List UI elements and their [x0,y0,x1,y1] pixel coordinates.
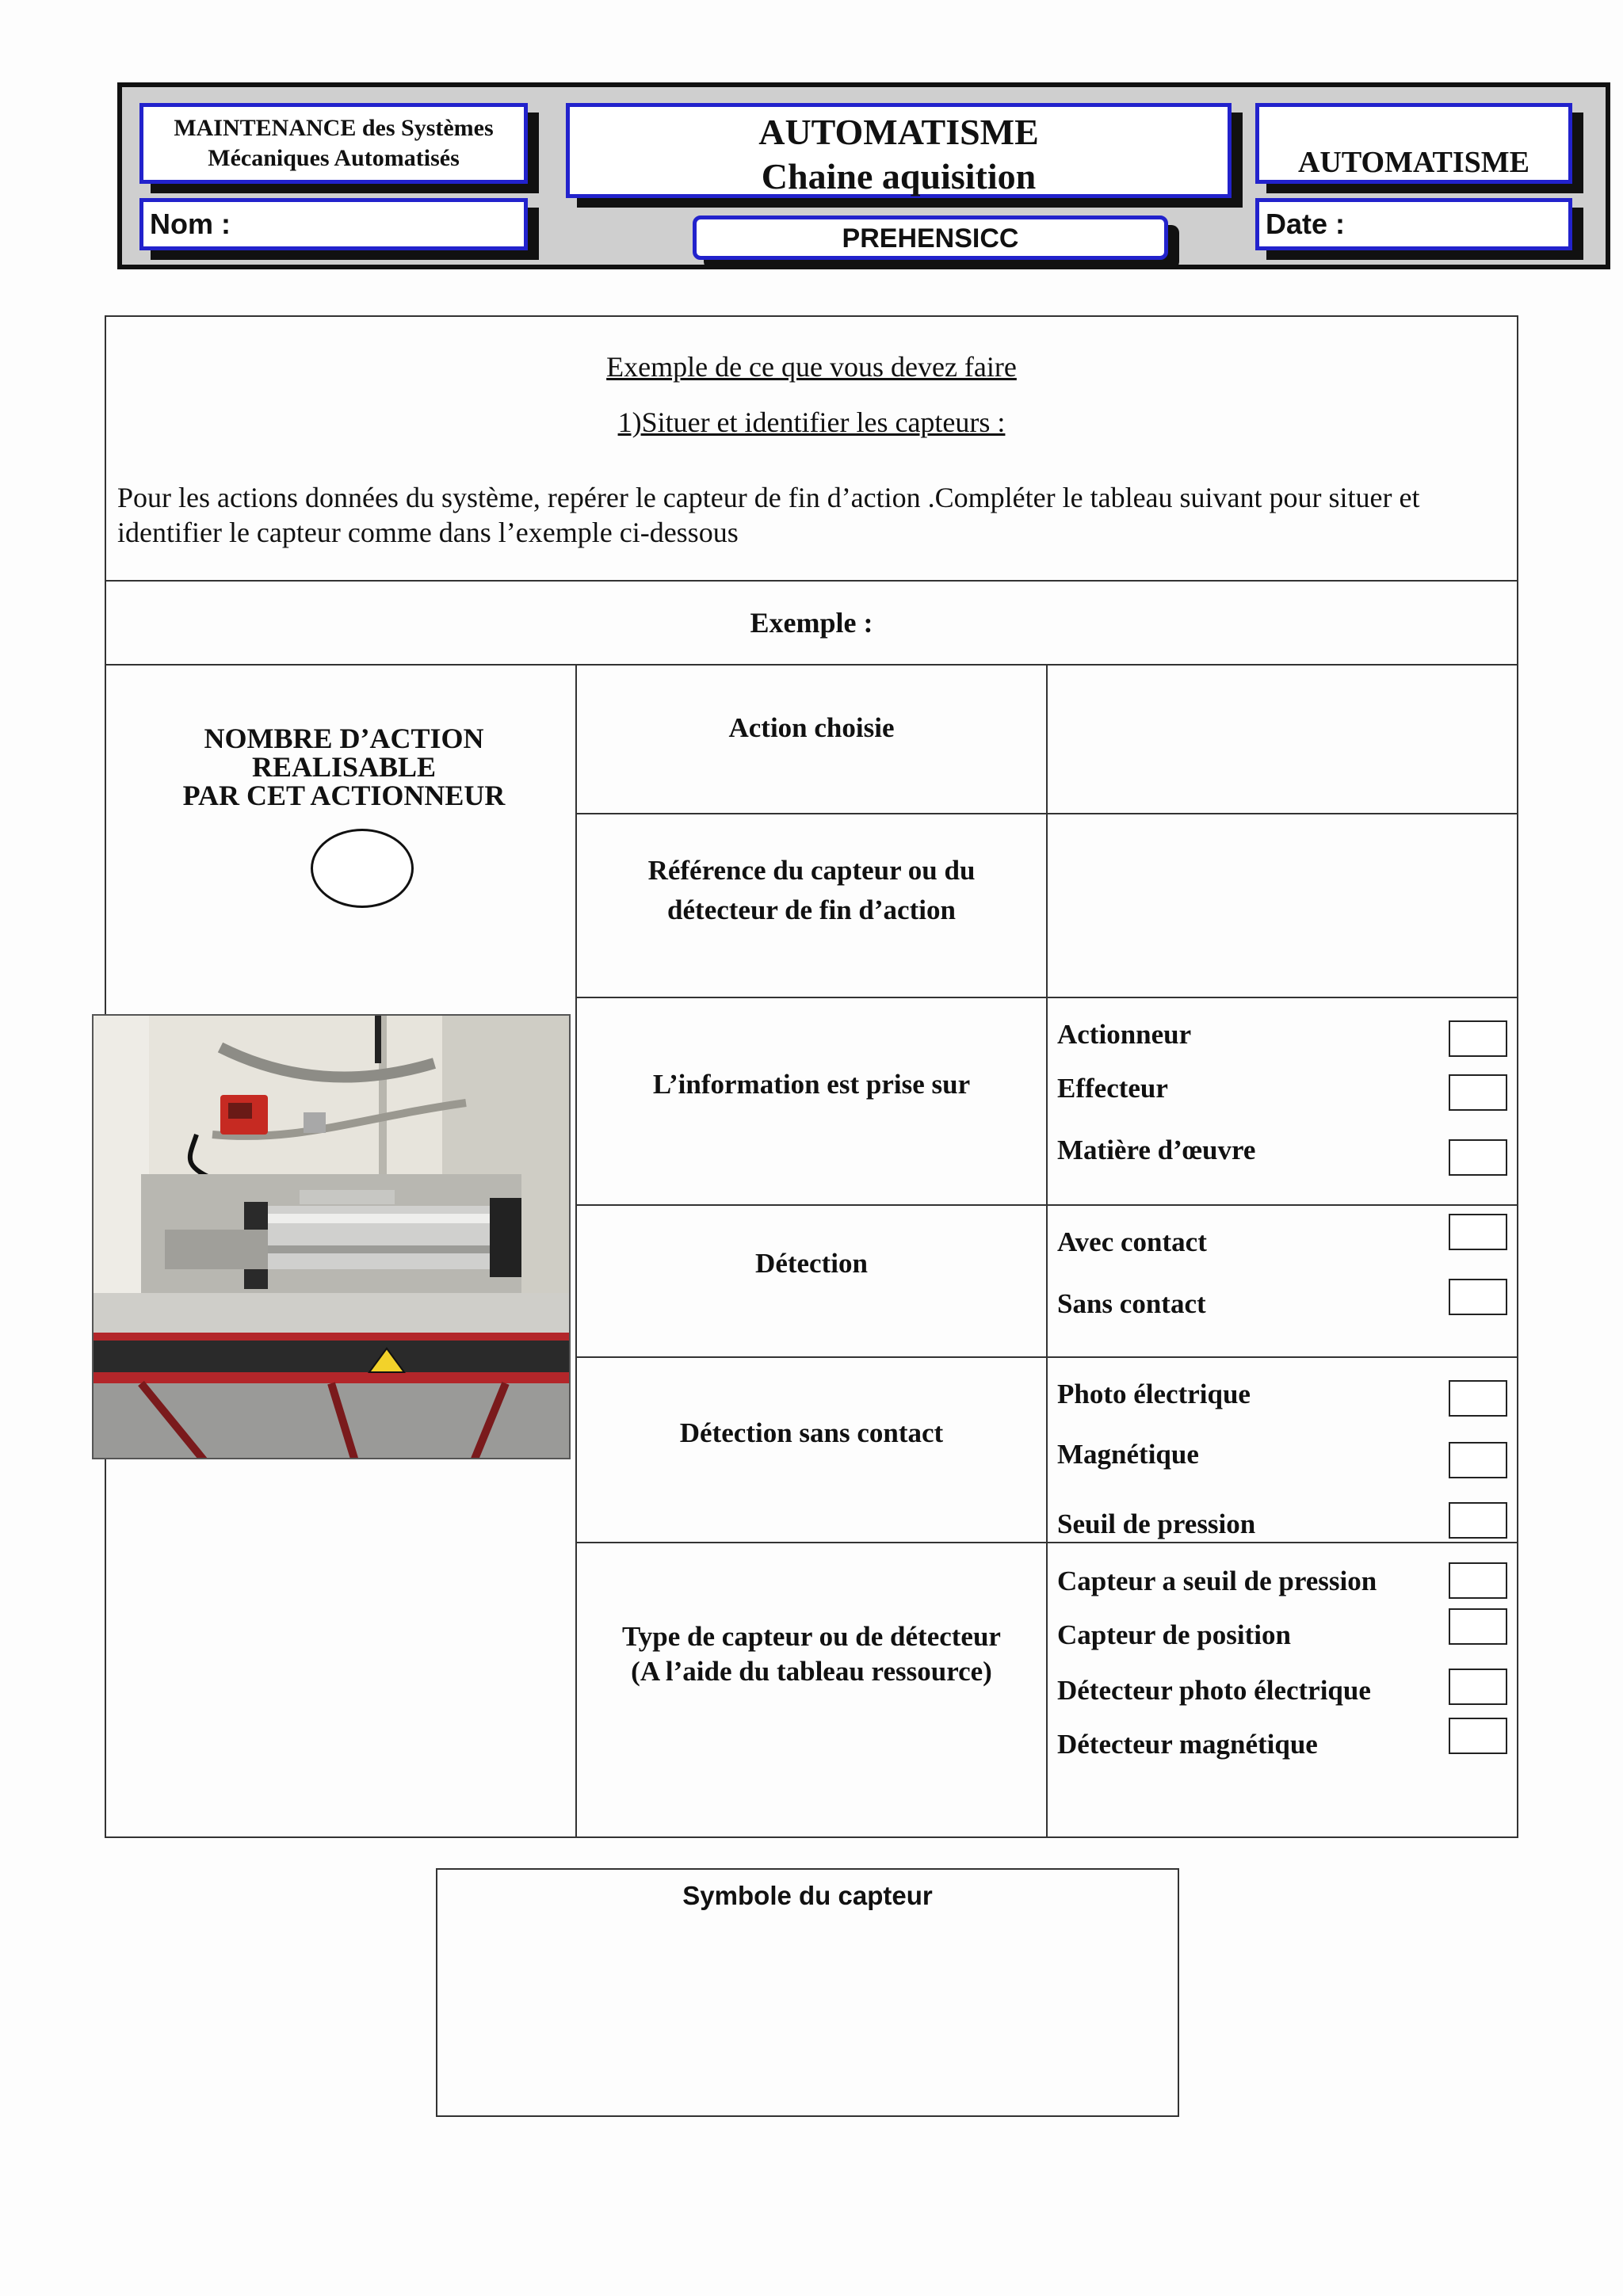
document-title [566,103,1232,198]
checkbox-detecteur-magnetique[interactable] [1449,1718,1507,1754]
checkbox-avec-contact[interactable] [1449,1214,1507,1250]
machine-illustration [94,1016,571,1459]
checkbox-photo-electrique[interactable] [1449,1380,1507,1417]
action-label: Action choisie [728,712,895,743]
option-seuil-pression: Seuil de pression [1057,1508,1256,1539]
option-matiere: Matière d’œuvre [1057,1135,1256,1165]
option-actionneur: Actionneur [1057,1019,1192,1050]
option-detecteur-magnetique: Détecteur magnétique [1057,1729,1318,1760]
action-answer-cell[interactable] [1049,667,1517,811]
maintenance-title: MAINTENANCE des Systèmes Mécaniques Automatisés [139,103,528,184]
row-divider [575,813,1518,814]
nom-field[interactable]: Nom : [139,198,528,250]
option-effecteur: Effecteur [1057,1073,1168,1104]
section-heading: 1)Situer et identifier les capteurs : [617,406,1006,438]
checkbox-detecteur-photo[interactable] [1449,1669,1507,1705]
date-field[interactable]: Date : [1255,198,1572,250]
header-banner [117,82,1610,269]
action-count-label: NOMBRE D’ACTION REALISABLE PAR CET ACTIONNEUR [182,723,506,811]
checkbox-magnetique[interactable] [1449,1442,1507,1478]
symbol-box[interactable] [436,1868,1179,2117]
system-name: PREHENSICC [693,215,1168,260]
checkbox-capteur-seuil[interactable] [1449,1562,1507,1599]
title-line-1: AUTOMATISME [758,112,1039,152]
instructions-text: Pour les actions données du système, repérer le capteur de fin d’action .Compléter le tableau suivant pour situer et identifier le capteur comme dans l’exemple ci-dessous [117,482,1420,548]
reference-answer-cell[interactable] [1049,816,1517,995]
option-magnetique: Magnétique [1057,1439,1199,1470]
option-capteur-seuil: Capteur a seuil de pression [1057,1566,1377,1596]
option-photo-electrique: Photo électrique [1057,1379,1251,1409]
row-divider [575,1204,1518,1206]
row-divider [575,1542,1518,1543]
checkbox-seuil-pression[interactable] [1449,1502,1507,1539]
subject-title: AUTOMATISME [1255,103,1572,184]
checkbox-capteur-position[interactable] [1449,1608,1507,1645]
action-count-oval[interactable] [311,829,414,908]
system-photo [92,1014,571,1459]
instructions-heading: Exemple de ce que vous devez faire [606,351,1017,383]
option-detecteur-photo: Détecteur photo électrique [1057,1675,1371,1706]
row-divider [575,1356,1518,1358]
reference-label: Référence du capteur ou du détecteur de fin d’action [647,855,976,925]
contactless-label: Détection sans contact [679,1417,944,1448]
example-title: Exemple : [105,580,1518,666]
checkbox-actionneur[interactable] [1449,1020,1507,1057]
row-divider [575,997,1518,998]
column-divider [1046,666,1048,1838]
option-sans-contact: Sans contact [1057,1288,1206,1319]
option-avec-contact: Avec contact [1057,1226,1207,1257]
option-capteur-position: Capteur de position [1057,1619,1291,1650]
instructions-box [105,315,1518,582]
information-label: L’information est prise sur [652,1069,971,1100]
checkbox-sans-contact[interactable] [1449,1279,1507,1315]
checkbox-matiere[interactable] [1449,1139,1507,1176]
title-line-2: Chaine aquisition [761,156,1037,196]
detection-label: Détection [755,1248,868,1279]
sensor-type-label: Type de capteur ou de détecteur (A l’aide du tableau ressource) [622,1621,1001,1687]
checkbox-effecteur[interactable] [1449,1074,1507,1111]
symbol-title: Symbole du capteur [682,1881,933,1910]
